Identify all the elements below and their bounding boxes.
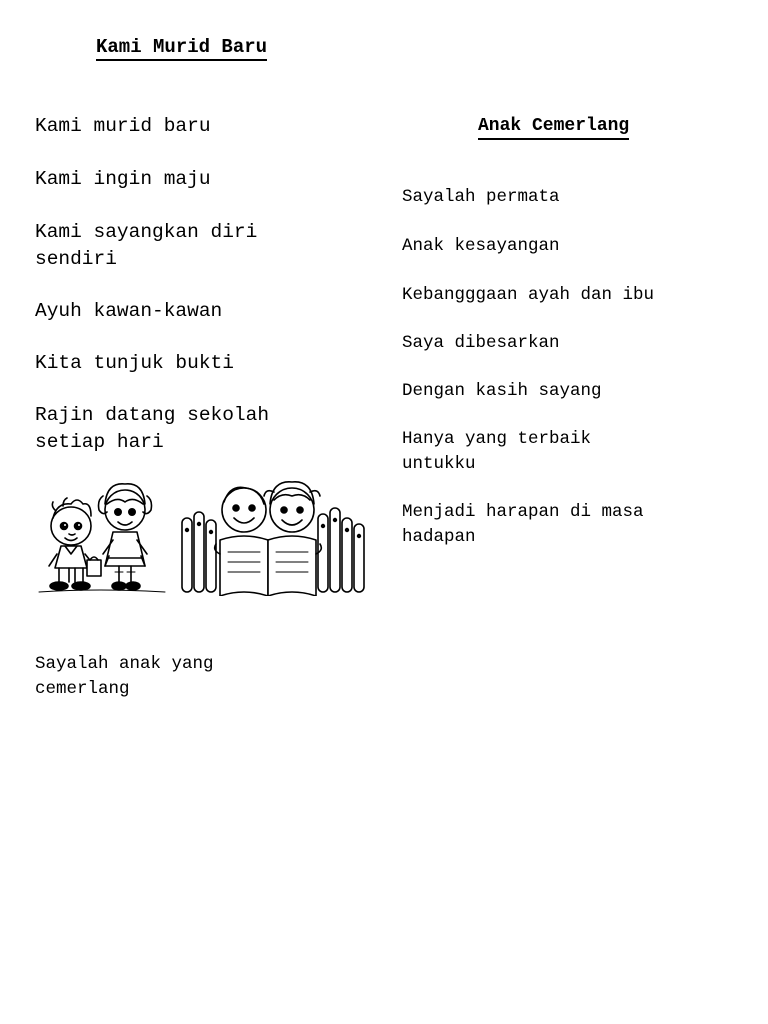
poem-line: Hanya yang terbaik untukku (402, 429, 592, 474)
poem-line: Kami ingin maju (35, 168, 211, 190)
children-reading-book-clipart (178, 474, 368, 596)
poem-line: Ayuh kawan-kawan (35, 300, 223, 322)
two-children-clipart (35, 474, 170, 596)
poem-line: Kita tunjuk bukti (35, 352, 234, 374)
poem-closing-line: Sayalah anak yang cemerlang (35, 654, 214, 699)
poem-line: Saya dibesarkan (402, 333, 560, 353)
poem-line: Kebangggaan ayah dan ibu (402, 285, 655, 305)
poem-title-kami-murid-baru: Kami Murid Baru (96, 36, 267, 61)
poem-line: Anak kesayangan (402, 236, 560, 256)
poem-line: Kami murid baru (35, 115, 211, 137)
poem-title-anak-cemerlang: Anak Cemerlang (478, 115, 629, 140)
poem-line: Sayalah permata (402, 187, 560, 207)
poem-line: Kami sayangkan diri sendiri (35, 221, 258, 270)
poem-line: Dengan kasih sayang (402, 381, 602, 401)
poem-line: Rajin datang sekolah setiap hari (35, 404, 270, 453)
poem-line: Menjadi harapan di masa hadapan (402, 502, 644, 547)
